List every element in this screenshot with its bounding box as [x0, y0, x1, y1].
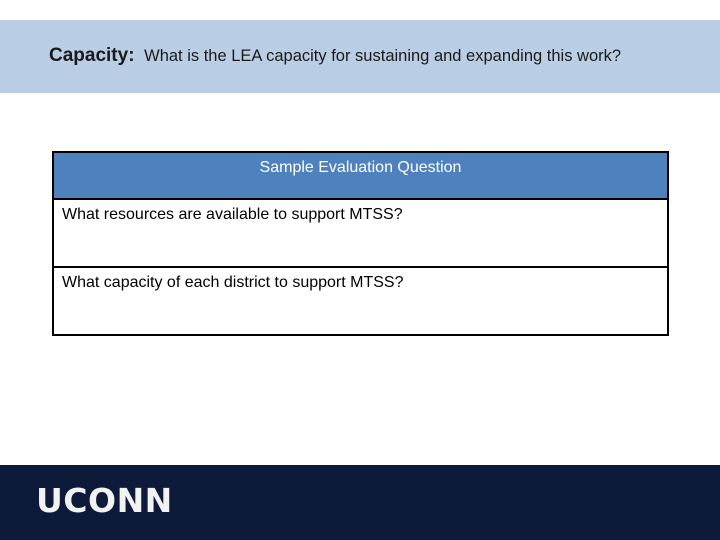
table-cell-question-1: What resources are available to support MTSS? — [53, 199, 668, 267]
uconn-logo: UCONN — [36, 481, 173, 520]
table-row — [53, 199, 668, 267]
title-question: What is the LEA capacity for sustaining and expanding this work? — [144, 47, 622, 65]
slide-title — [49, 45, 621, 67]
table-row — [53, 267, 668, 335]
title-label: Capacity: — [49, 45, 135, 66]
table-header-row — [53, 152, 668, 199]
evaluation-question-table — [52, 151, 669, 336]
table-header-cell: Sample Evaluation Question — [53, 152, 668, 199]
table-cell-question-2: What capacity of each district to support MTSS? — [53, 267, 668, 335]
